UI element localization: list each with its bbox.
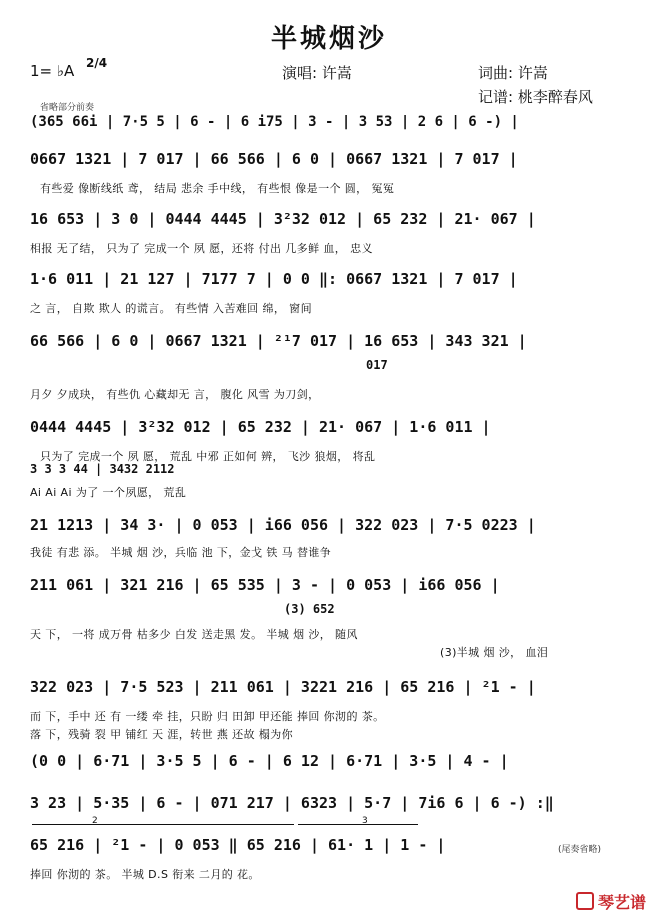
score-line-1: 0667 1321 | 7 017 | 66 566 | 6 0 | 0667 1321 | 7 017 | <box>30 150 518 168</box>
score-line-2: 16 653 | 3 0 | 0444 4445 | 3²32 012 | 65 232 | 21· 067 | <box>30 210 536 228</box>
score-line-7: 211 061 | 321 216 | 65 535 | 3 - | 0 053 | i66 056 | <box>30 576 500 594</box>
volta-label-3: 3 <box>362 816 368 826</box>
lyric-line-6: 我徒 有悲 添。 半城 烟 沙，兵临 池 下，金戈 铁 马 替谁争 <box>30 546 332 559</box>
score-line-5: 0444 4445 | 3²32 012 | 65 232 | 21· 067 | 1·6 011 | <box>30 418 491 436</box>
alternate-notes-5: 3 3 3 44 | 3432 2112 <box>30 462 175 476</box>
score-line-3: 1·6 011 | 21 127 | 7177 7 | 0 0 ‖: 0667 1321 | 7 017 | <box>30 270 518 288</box>
score-line-6: 21 1213 | 34 3· | 0 053 | i66 056 | 322 023 | 7·5 0223 | <box>30 516 536 534</box>
lyric-line-4: 月夕 夕成玦， 有些仇 心藏却无 言， 腹化 风雪 为刀剑， <box>30 388 320 401</box>
score-line-8: 322 023 | 7·5 523 | 211 061 | 3221 216 | 65 216 | ²1 - | <box>30 678 536 696</box>
composer-credit: 词曲: 许嵩 <box>478 64 548 82</box>
lyric-line-8-verse2: 落 下，残骑 裂 甲 铺红 天 涯，转世 燕 还故 榻为你 <box>30 728 294 741</box>
site-logo: 琴艺谱 <box>576 890 646 913</box>
lyric-line-2: 相报 无了结， 只为了 完成一个 夙 愿，还将 付出 几多鲜 血， 忠义 <box>30 242 373 255</box>
key-signature: 1= ♭A <box>30 62 75 80</box>
alternate-lyric-5: Ai Ai Ai 为了 一个夙愿， 荒乱 <box>30 486 187 499</box>
score-line-interlude-2: 3 23 | 5·35 | 6 - | 071 217 | 6323 | 5·7 | 7i6 6 | 6 -) :‖ <box>30 794 554 812</box>
score-line-intro: (365 66i | 7·5 5 | 6 - | 6 i75 | 3 - | 3 53 | 2 6 | 6 -) | <box>30 114 519 130</box>
lyric-line-1: 有些爱 像断线纸 鸢， 结局 悲余 手中线， 有些恨 像是一个 圆， 冤冤 <box>40 182 395 195</box>
score-line-ending: 65 216 | ²1 - | 0 053 ‖ 65 216 | 61· 1 | 1 - | <box>30 836 446 854</box>
volta-label-2: 2 <box>92 816 98 826</box>
score-line-4: 66 566 | 6 0 | 0667 1321 | ²¹7 017 | 16 653 | 343 321 | <box>30 332 527 350</box>
logo-mark-icon <box>576 892 594 910</box>
lyric-line-ending: 捧回 你沏的 茶。 半城 D.S 衔来 二月的 花。 <box>30 868 260 881</box>
ending-omitted-note: (尾奏省略) <box>558 845 602 855</box>
song-title: 半城烟沙 <box>270 24 387 54</box>
singer-credit: 演唱: 许嵩 <box>282 64 352 82</box>
lyric-line-7: 天 下， 一将 成万骨 枯多少 白发 送走黑 发。 半城 烟 沙， 随风 <box>30 628 358 641</box>
intro-omitted-note: 省略部分前奏 <box>40 103 95 113</box>
lyric-line-5: 只为了 完成一个 夙 愿， 荒乱 中邪 正如何 辨， 飞沙 狼烟， 将乱 <box>40 450 376 463</box>
time-signature: 2/4 <box>86 56 108 70</box>
volta-bracket-2 <box>32 824 294 825</box>
lyric-line-3: 之 言， 自欺 欺人 的谎言。 有些情 入苦难回 绵， 窗间 <box>30 302 312 315</box>
alternate-notes-7: (3) 652 <box>284 602 335 616</box>
alternate-notes-4: 017 <box>366 358 388 372</box>
transcriber-credit: 记谱: 桃李醉春风 <box>478 88 593 106</box>
volta-bracket-3 <box>298 824 418 825</box>
lyric-line-8: 而 下，手中 还 有 一缕 牵 挂，只盼 归 田卸 甲还能 捧回 你沏的 茶。 <box>30 710 385 723</box>
lyric-line-7-verse2: (3)半城 烟 沙， 血泪 <box>440 646 549 659</box>
score-line-interlude-1: (0 0 | 6·71 | 3·5 5 | 6 - | 6 12 | 6·71 | 3·5 | 4 - | <box>30 752 509 770</box>
